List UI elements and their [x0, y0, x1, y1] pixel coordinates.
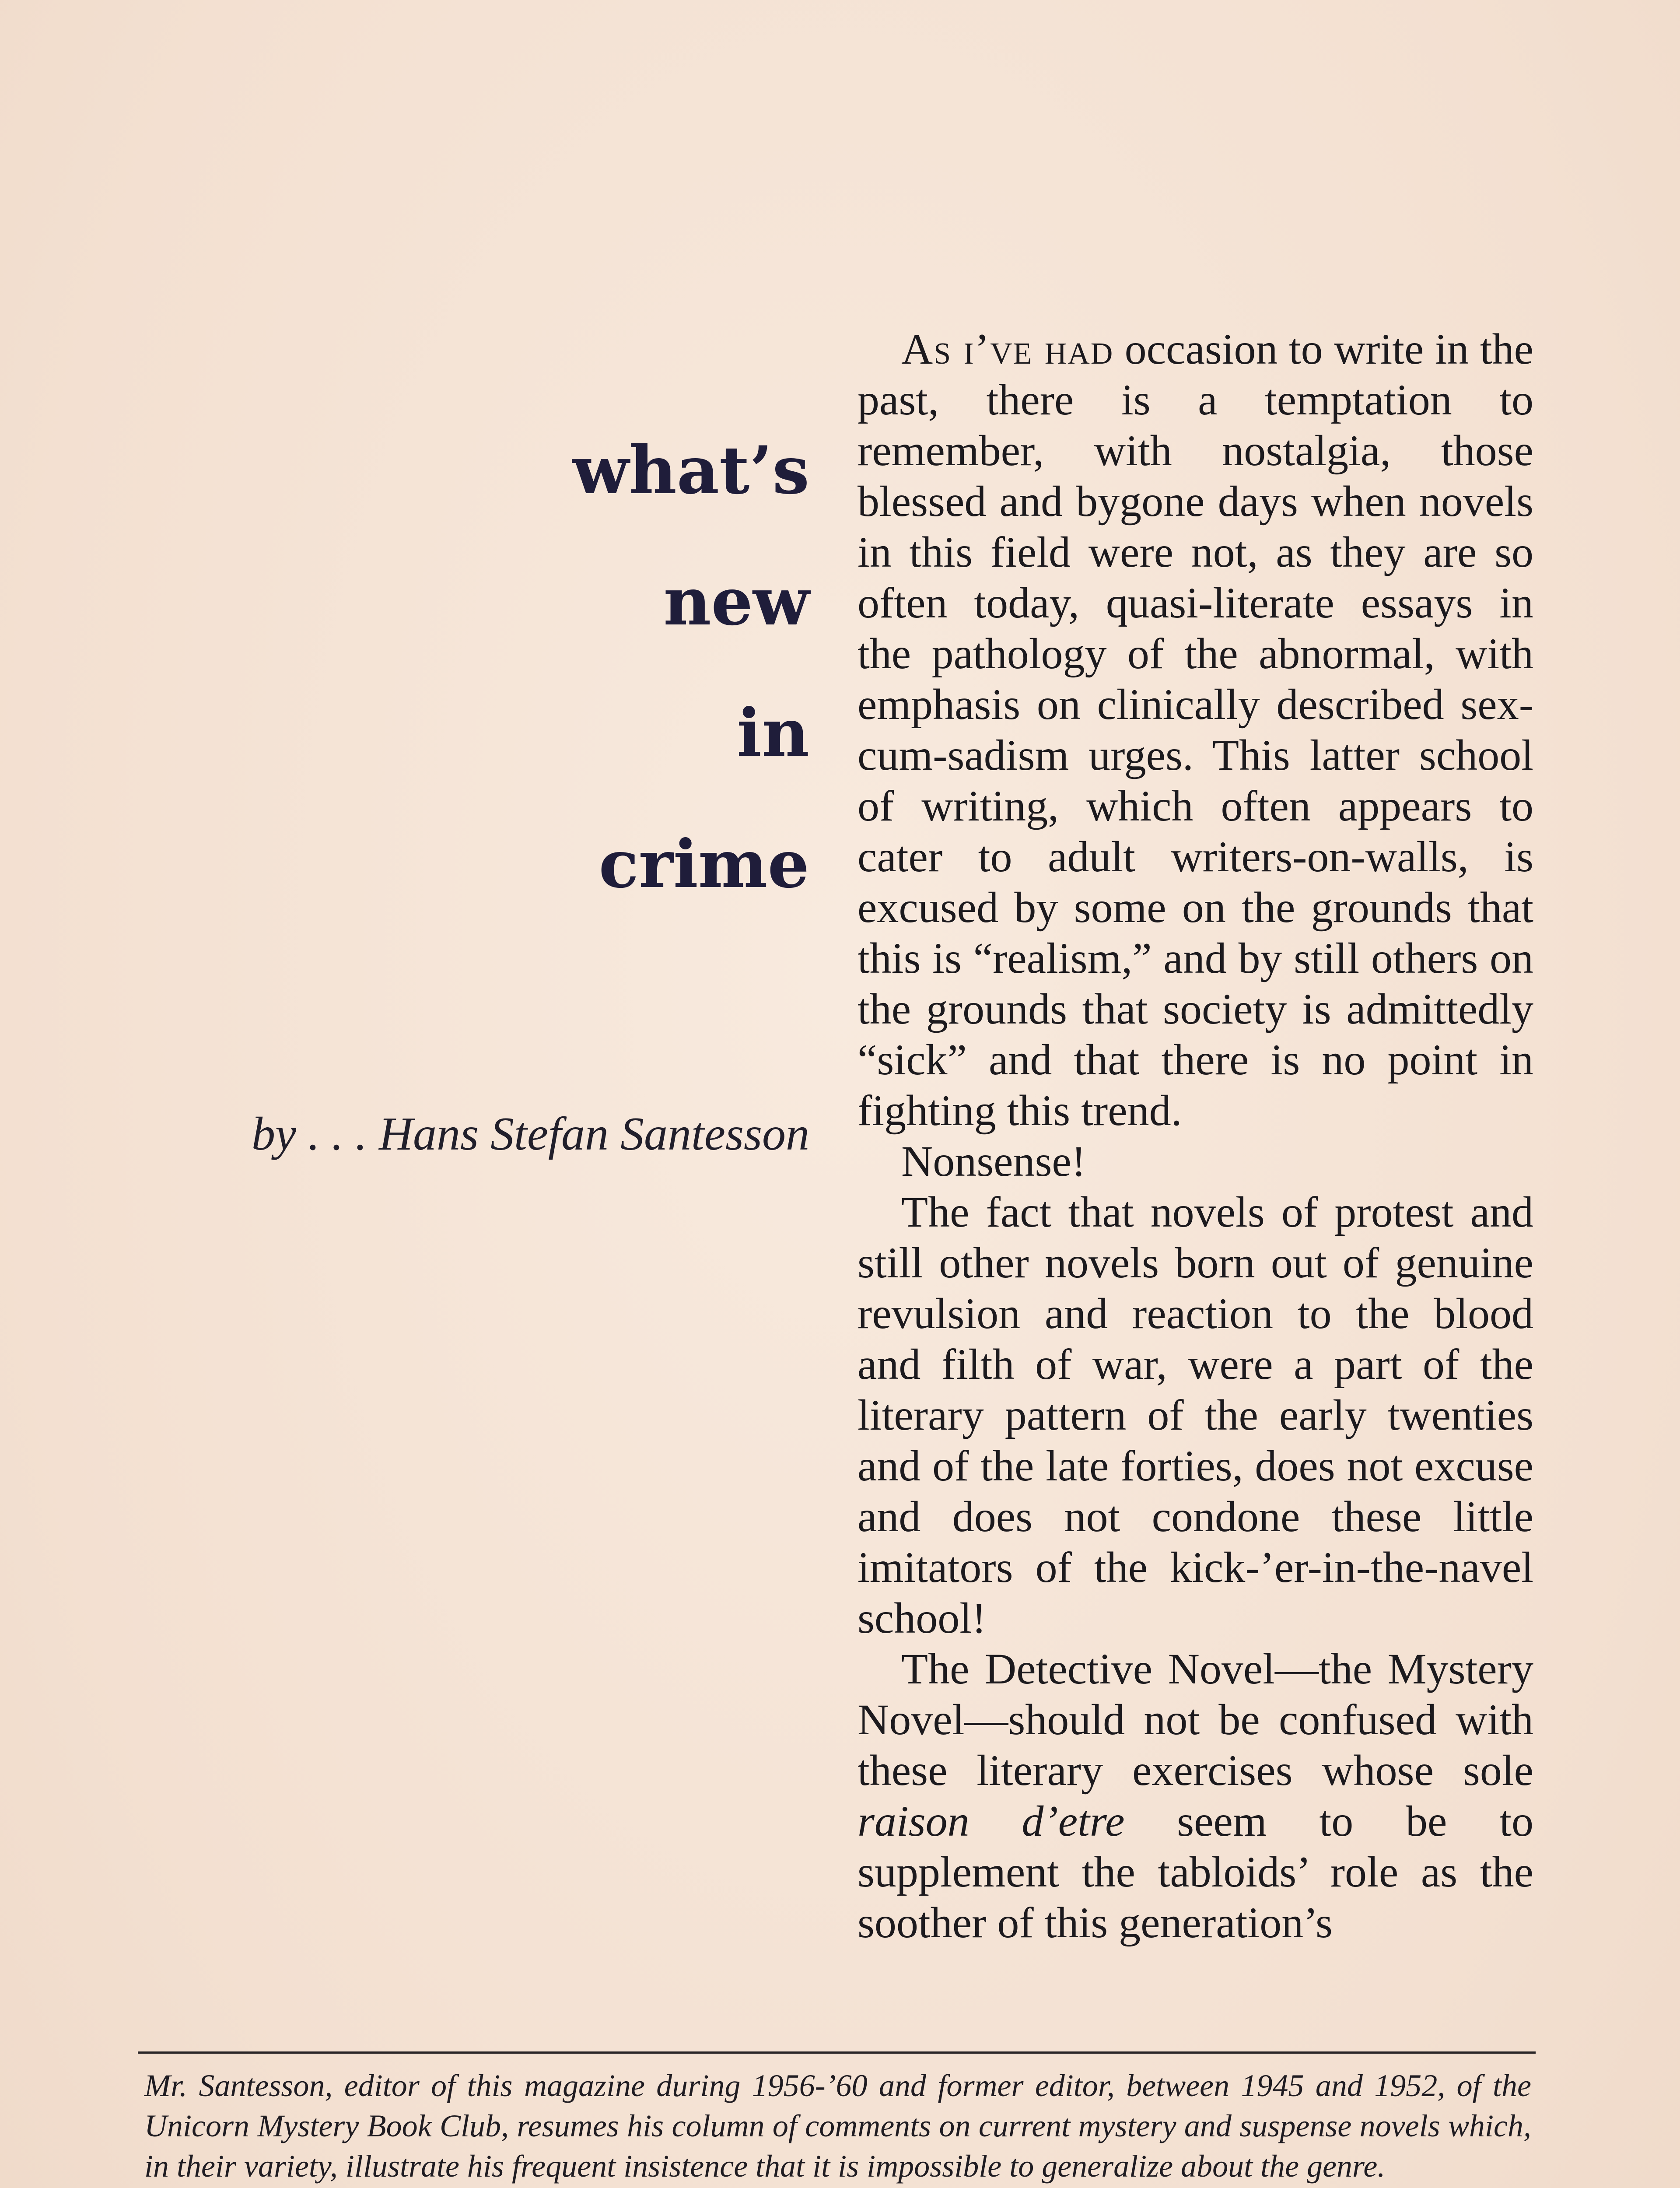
article-body — [858, 324, 1533, 1948]
paragraph-4 — [858, 1644, 1533, 1948]
title-word-whats: what’s — [572, 432, 809, 509]
title-word-new: new — [663, 563, 809, 640]
article-title — [131, 432, 809, 903]
title-word-in: in — [736, 694, 809, 771]
byline: by . . . Hans Stefan Santesson — [252, 1108, 809, 1160]
paragraph-2: Nonsense! — [901, 1137, 1086, 1185]
paragraph-1 — [858, 324, 1533, 1136]
paragraph-4-italic: raison d’etre — [858, 1797, 1125, 1845]
author-footnote: Mr. Santesson, editor of this magazine during 1956-’60 and former editor, between 1945 and 1952, of the Unicorn Mystery Book Club, resumes his column of comments on current mystery and suspense novels which, in their variety, illustrate his frequent insistence that it is impossible to generalize about the genre. — [144, 2068, 1531, 2184]
paragraph-3: The fact that novels of protest and still other novels born out of genuine revulsion and reaction to the blood and filth of war, were a part of the literary pattern of the early twenties and of the late forties, does not excuse and does not condone these little imitators of the kick-’er-in-the-navel school! — [858, 1188, 1533, 1642]
title-word-crime: crime — [598, 826, 809, 903]
lead-in-smallcaps: As i’ve had — [901, 325, 1114, 373]
footnote-rule-top — [138, 2051, 1536, 2054]
paragraph-1-text: occasion to write in the past, there is a temptation to remember, with nostalgia, those blessed and bygone days when novels in this field were not, as they are so often today, quasi-literate essays in the pathology of the abnormal, with emphasis on clinically described sex-cum-sadism urges. This latter school of writing, which often appears to cater to adult writers-on-walls, is excused by some on the grounds that this is “realism,” and by still others on the grounds that society is admittedly “sick” and that there is no point in fighting this trend. — [858, 325, 1533, 1135]
paragraph-4-start: The Detective Novel—the Mystery Novel—should not be confused with these literary exercises whose sole — [858, 1645, 1533, 1795]
paragraph-4-end: seem to be to supplement the tabloids’ role as the soother of this generation’s — [858, 1797, 1533, 1947]
